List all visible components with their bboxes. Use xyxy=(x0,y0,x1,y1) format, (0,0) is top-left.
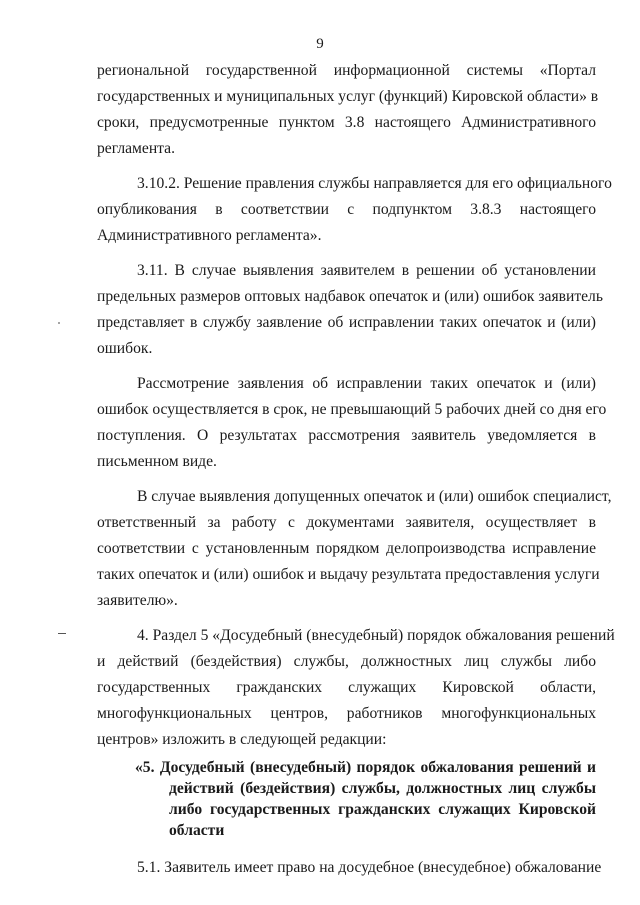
margin-mark-dash xyxy=(58,633,66,634)
text-line: центров» изложить в следующей редакции: xyxy=(97,731,387,748)
text-line: 5.1. Заявитель имеет право на досудебное (внесудебное) обжалование xyxy=(137,859,602,876)
heading-line: области xyxy=(169,822,225,839)
text-line: и действий (бездействия) службы, должностных лиц службы либо xyxy=(97,653,596,670)
text-line: заявителю». xyxy=(97,592,178,609)
text-line: государственных гражданских служащих Кировской области, xyxy=(97,679,596,696)
text-line: представляет в службу заявление об исправлении таких опечаток и (или) xyxy=(97,314,596,331)
paragraph-section-5 xyxy=(97,623,615,753)
paragraph-3-11 xyxy=(97,258,603,362)
margin-mark-dot xyxy=(58,322,60,324)
text-line: ошибок. xyxy=(97,340,153,357)
text-line: государственных и муниципальных услуг (функций) Кировской области» в xyxy=(97,88,599,105)
paragraph-3-10-2 xyxy=(97,171,612,249)
heading-line: «5. Досудебный (внесудебный) порядок обжалования решений и xyxy=(135,759,596,776)
text-line: 3.11. В случае выявления заявителем в решении об установлении xyxy=(137,262,596,279)
text-line: сроки, предусмотренные пунктом 3.8 настоящего Административного xyxy=(97,114,596,131)
text-line: ответственный за работу с документами заявителя, осуществляет в xyxy=(97,514,596,531)
text-line: многофункциональных центров, работников многофункциональных xyxy=(97,705,596,722)
text-line: В случае выявления допущенных опечаток и (или) ошибок специалист, xyxy=(137,488,612,505)
page-number: 9 xyxy=(316,36,324,52)
heading-line: действий (бездействия) службы, должностных лиц службы xyxy=(169,780,596,797)
paragraph-portal xyxy=(97,58,599,162)
text-line: соответствии с установленным порядком делопроизводства исправление xyxy=(97,540,596,557)
text-line: Рассмотрение заявления об исправлении таких опечаток и (или) xyxy=(137,375,596,392)
text-line: регламента. xyxy=(97,140,175,157)
text-line: таких опечаток и (или) ошибок и выдачу результата предоставления услуги xyxy=(97,566,600,583)
text-line: предельных размеров оптовых надбавок опечаток и (или) ошибок заявитель xyxy=(97,288,603,305)
heading-line: либо государственных гражданских служащих Кировской xyxy=(169,801,596,818)
text-line: ошибок осуществляется в срок, не превышающий 5 рабочих дней со дня его xyxy=(97,401,607,418)
text-line: 4. Раздел 5 «Досудебный (внесудебный) порядок обжалования решений xyxy=(137,627,615,644)
paragraph-5-1 xyxy=(97,855,602,881)
text-line: письменном виде. xyxy=(97,453,217,470)
paragraph-corrections xyxy=(97,484,612,614)
section-heading xyxy=(97,757,596,841)
text-line: поступления. О результатах рассмотрения заявитель уведомляется в xyxy=(97,427,596,444)
text-line: Административного регламента». xyxy=(97,227,322,244)
paragraph-review xyxy=(97,371,607,475)
document-body xyxy=(97,58,615,881)
text-line: 3.10.2. Решение правления службы направляется для его официального xyxy=(137,175,612,192)
text-line: региональной государственной информационной системы «Портал xyxy=(97,62,596,79)
text-line: опубликования в соответствии с подпунктом 3.8.3 настоящего xyxy=(97,201,596,218)
